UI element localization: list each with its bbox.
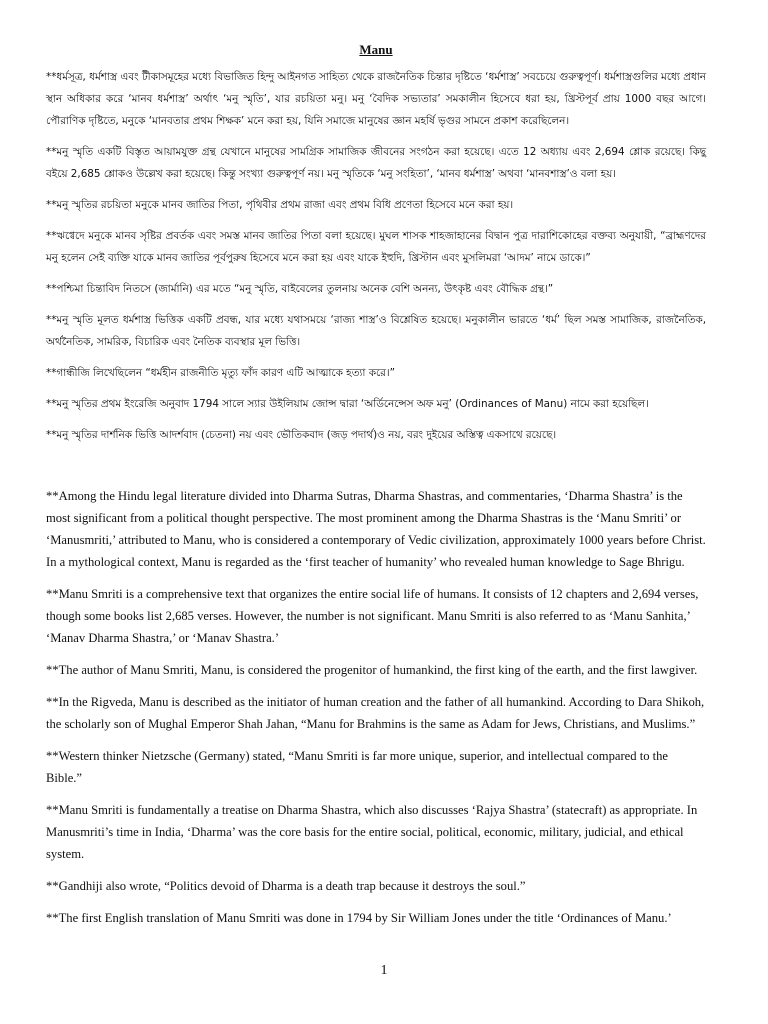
- bengali-section: [46, 66, 706, 446]
- bengali-paragraph: **মনু স্মৃতির দার্শনিক ভিত্তি আদর্শবাদ (চেতনা) নয় এবং ভৌতিকবাদ (জড় পদার্থ)ও নয়, বরং দুইয়ের অস্তিত্ব একসাথে রয়েছে।: [46, 429, 557, 441]
- english-paragraph: **Among the Hindu legal literature divided into Dharma Sutras, Dharma Shastras, and commentaries, ‘Dharma Shastra’ is the most significant from a political thought perspective. The most prominent among the Dharma Shastras is the ‘Manu Smriti’ or ‘Manusmriti,’ attributed to Manu, who is considered a contemporary of Vedic civilization, approximately 1000 years before Christ. In a mythological context, Manu is regarded as the ‘first teacher of humanity’ who revealed human knowledge to Sage Bhrigu.: [46, 489, 706, 569]
- english-paragraph: **The first English translation of Manu Smriti was done in 1794 by Sir William Jones under the title ‘Ordinances of Manu.’: [46, 911, 672, 925]
- english-section: [46, 485, 706, 929]
- bengali-paragraph: **পশ্চিমা চিন্তাবিদ নিতসে (জার্মানি) এর মতে “মনু স্মৃতি, বাইবেলের তুলনায় অনেক বেশি অনন্য, উৎকৃষ্ট এবং বৌদ্ধিক গ্রন্থ।”: [46, 283, 554, 295]
- english-paragraph: **Gandhiji also wrote, “Politics devoid of Dharma is a death trap because it destroys the soul.”: [46, 879, 526, 893]
- english-paragraph: **In the Rigveda, Manu is described as the initiator of human creation and the father of all humankind. According to Dara Shikoh, the scholarly son of Mughal Emperor Shah Jahan, “Manu for Brahmins is the same as Adam for Jews, Christians, and Muslims.”: [46, 695, 705, 731]
- bengali-paragraph: **মনু স্মৃতি একটি বিস্তৃত আয়ামযুক্ত গ্রন্থ যেখানে মানুষের সামগ্রিক সামাজিক জীবনের সংগঠন করা হয়েছে। এতে 12 অধ্যায় এবং 2,694 শ্লোক রয়েছে। কিছু বইয়ে 2,685 শ্লোকও উল্লেখ করা হয়েছে। কিন্তু সংখ্যা গুরুত্বপূর্ণ নয়। মনু স্মৃতিকে ‘মনু সংহিতা’, ‘মানব ধর্মশাস্ত্র’ অথবা ‘মানবশাস্ত্র’ও বলা হয়।: [46, 146, 706, 180]
- bengali-paragraph: **মনু স্মৃতির প্রথম ইংরেজি অনুবাদ 1794 সালে স্যার উইলিয়াম জোন্স দ্বারা ‘অর্ডিনেন্সেস অফ মনু’ (Ordinances of Manu) নামে করা হয়েছিল।: [46, 398, 649, 410]
- bengali-paragraph: **ঋগ্বেদে মনুকে মানব সৃষ্টির প্রবর্তক এবং সমস্ত মানব জাতির পিতা বলা হয়েছে। মুঘল শাসক শাহজাহানের বিদ্বান পুত্র দারাশিকোহের বক্তব্য অনুযায়ী, “ব্রাহ্মণদের মনু হলেন সেই ব্যক্তি যাকে মানব জাতির পূর্বপুরুষ হিসেবে মনে করা হয় এবং যাকে ইহুদি, খ্রিস্টান এবং মুসলিমরা ‘আদম’ নামে ডাকে।”: [46, 230, 706, 264]
- english-paragraph: **Western thinker Nietzsche (Germany) stated, “Manu Smriti is far more unique, superior, and intellectual compared to the Bible.”: [46, 749, 669, 785]
- page-number: 1: [380, 963, 388, 978]
- bengali-paragraph: **গান্ধীজি লিখেছিলেন “ধর্মহীন রাজনীতি মৃত্যু ফাঁদ কারণ এটি আত্মাকে হত্যা করে।”: [46, 367, 395, 379]
- page-title: Manu: [359, 42, 393, 57]
- english-paragraph: **Manu Smriti is a comprehensive text that organizes the entire social life of humans. It consists of 12 chapters and 2,694 verses, though some books list 2,685 verses. However, the number is not significant. Manu Smriti is also referred to as ‘Manu Sanhita,’ ‘Manav Dharma Shastra,’ or ‘Manav Shastra.’: [46, 587, 699, 645]
- bengali-paragraph: **মনু স্মৃতি মূলত ধর্মশাস্ত্র ভিত্তিক একটি প্রবন্ধ, যার মধ্যে যথাসময়ে ‘রাজ্য শাস্ত্র’ও বিশ্লেষিত হয়েছে। মনুকালীন ভারতে ‘ধর্ম’ ছিল সমস্ত সামাজিক, রাজনৈতিক, অর্থনৈতিক, সামরিক, বিচারিক এবং নৈতিক ব্যবস্থার মূল ভিত্তি।: [46, 314, 706, 348]
- english-paragraph: **The author of Manu Smriti, Manu, is considered the progenitor of humankind, the first king of the earth, and the first lawgiver.: [46, 663, 698, 677]
- english-paragraph: **Manu Smriti is fundamentally a treatise on Dharma Shastra, which also discusses ‘Rajya Shastra’ (statecraft) as appropriate. In Manusmriti’s time in India, ‘Dharma’ was the core basis for the entire social, political, economic, military, judicial, and ethical system.: [46, 803, 698, 861]
- bengali-paragraph: **ধর্মসূত্র, ধর্মশাস্ত্র এবং টীকাসমূহের মধ্যে বিভাজিত হিন্দু আইনগত সাহিত্য থেকে রাজনৈতিক চিন্তার দৃষ্টিতে ‘ধর্মশাস্ত্র’ সবচেয়ে গুরুত্বপূর্ণ। ধর্মশাস্ত্রগুলির মধ্যে প্রধান স্থান অধিকার করে ‘মানব ধর্মশাস্ত্র’ অর্থাৎ ‘মনু স্মৃতি’, যার রচয়িতা মনু। মনু ‘বৈদিক সভ্যতার’ সমকালীন হিসেবে ধরা হয়, খ্রিস্টপূর্ব প্রায় 1000 বছর আগে। পৌরাণিক দৃষ্টিতে, মনুকে ‘মানবতার প্রথম শিক্ষক’ মনে করা হয়, যিনি সমাজে মানুষের জ্ঞান মহর্ষি ভৃগুর সামনে প্রকাশ করেছিলেন।: [46, 71, 706, 127]
- bengali-paragraph: **মনু স্মৃতির রচয়িতা মনুকে মানব জাতির পিতা, পৃথিবীর প্রথম রাজা এবং প্রথম বিধি প্রণেতা হিসেবে মনে করা হয়।: [46, 199, 514, 211]
- section-gap: [46, 455, 706, 485]
